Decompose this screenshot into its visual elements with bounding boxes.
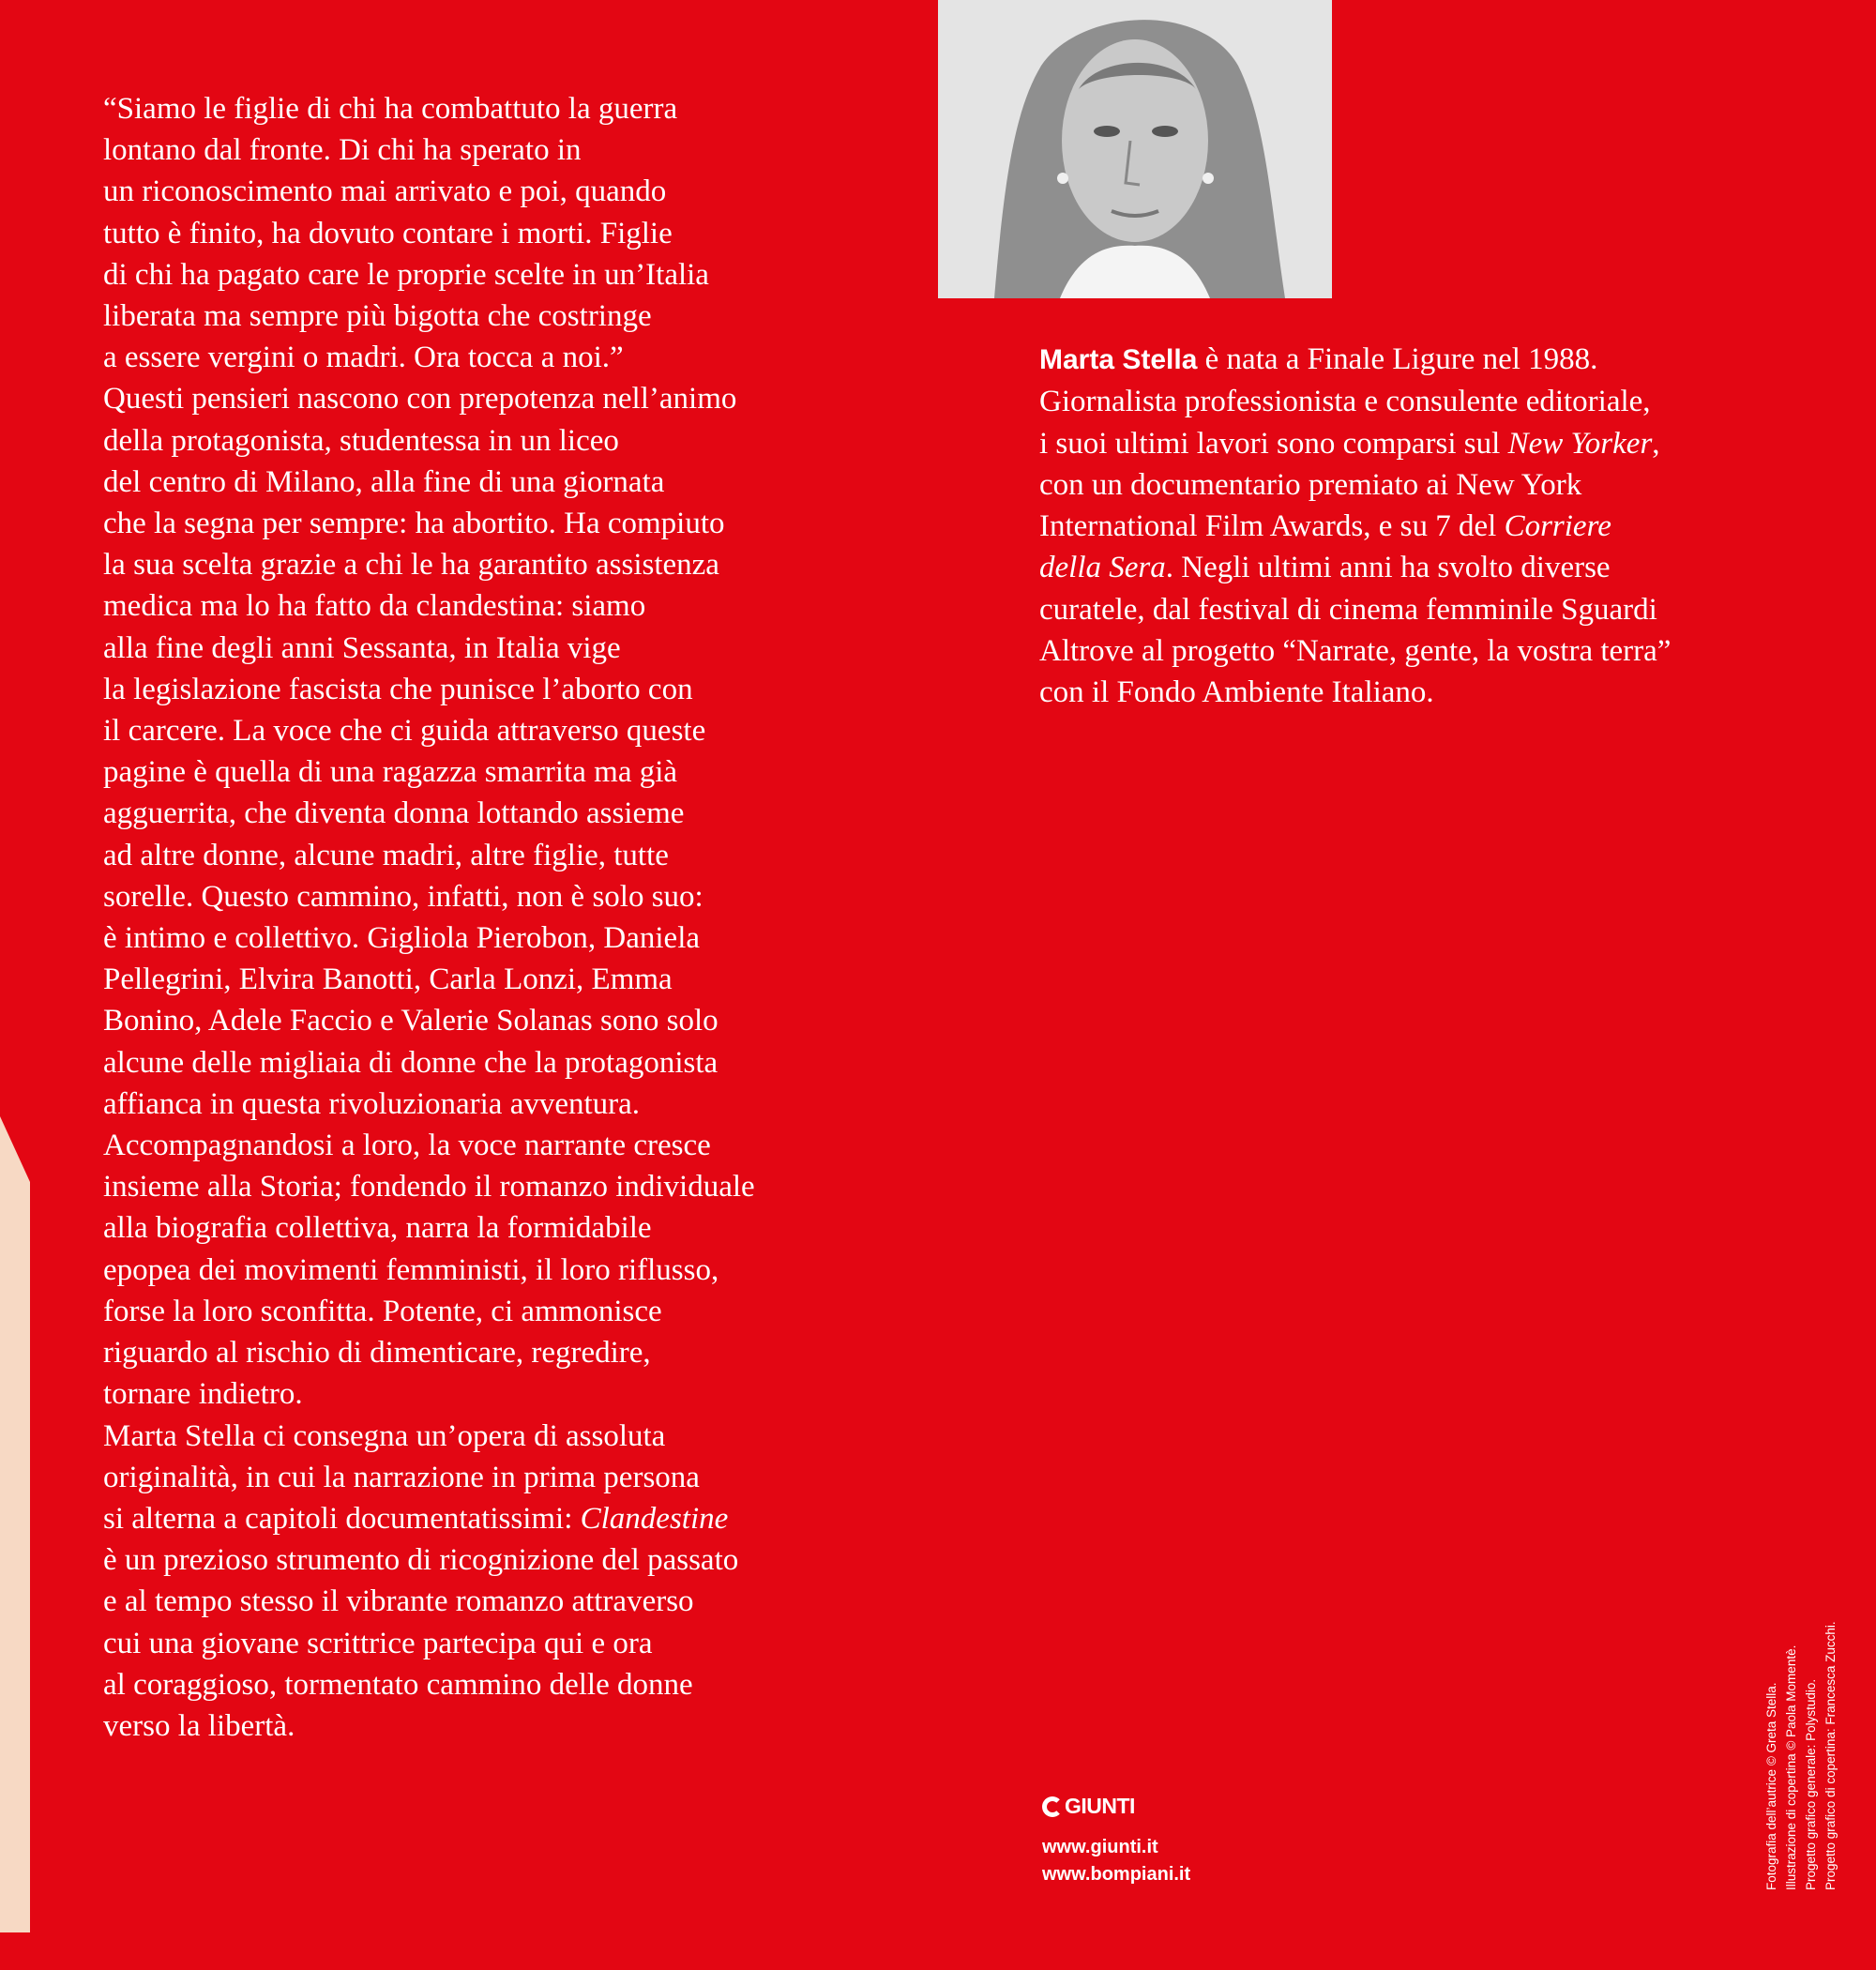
blurb-line: la sua scelta grazie a chi le ha garantito assistenza <box>103 548 719 583</box>
blurb-line: un riconoscimento mai arrivato e poi, quando <box>103 174 667 209</box>
bio-line: i suoi ultimi lavori sono comparsi sul New Yorker, <box>1039 426 1660 461</box>
bio-line: Marta Stella è nata a Finale Ligure nel 1988. <box>1039 342 1598 376</box>
giunti-logo-icon <box>1042 1796 1063 1817</box>
author-photo <box>938 0 1332 298</box>
blurb-line: la legislazione fascista che punisce l’aborto con <box>103 672 693 706</box>
blurb-line: ad altre donne, alcune madri, altre figlie, tutte <box>103 838 669 872</box>
blurb-line: insieme alla Storia; fondendo il romanzo individuale <box>103 1170 755 1205</box>
bio-line: curatele, dal festival di cinema femminile Sguardi <box>1039 592 1657 627</box>
bio-line: della Sera. Negli ultimi anni ha svolto diverse <box>1039 551 1611 585</box>
blurb-line: verso la libertà. <box>103 1708 295 1743</box>
blurb-line: della protagonista, studentessa in un liceo <box>103 423 619 458</box>
blurb-line: alcune delle migliaia di donne che la protagonista <box>103 1045 719 1080</box>
blurb-line: forse la loro sconfitta. Potente, ci ammonisce <box>103 1294 662 1328</box>
blurb-line: liberata ma sempre più bigotta che costringe <box>103 299 652 334</box>
bio-line: Giornalista professionista e consulente editoriale, <box>1039 385 1651 419</box>
credit-line: Illustrazione di copertina © Paola Momentè. <box>1784 1644 1798 1890</box>
bio-line: con un documentario premiato ai New York <box>1039 467 1582 502</box>
blurb-line: lontano dal fronte. Di chi ha sperato in <box>103 133 582 168</box>
blurb-line: è un prezioso strumento di ricognizione del passato <box>103 1543 739 1578</box>
blurb-line: Marta Stella ci consegna un’opera di assoluta <box>103 1418 666 1453</box>
link-giunti[interactable]: www.giunti.it <box>1042 1837 1158 1857</box>
publisher-block <box>1042 1794 1190 1888</box>
blurb-line: tutto è finito, ha dovuto contare i morti. Figlie <box>103 216 673 250</box>
blurb-line: riguardo al rischio di dimenticare, regredire, <box>103 1336 651 1371</box>
blurb-line: alla biografia collettiva, narra la formidabile <box>103 1211 652 1246</box>
bio-line: Altrove al progetto “Narrate, gente, la vostra terra” <box>1039 634 1672 669</box>
blurb-line: tornare indietro. <box>103 1377 303 1412</box>
credit-line: Fotografia dell’autrice © Greta Stella. <box>1764 1682 1778 1890</box>
blurb-line: Bonino, Adele Faccio e Valerie Solanas sono solo <box>103 1004 719 1038</box>
blurb-line: medica ma lo ha fatto da clandestina: siamo <box>103 589 646 624</box>
book-flap-edge <box>0 1116 30 1932</box>
blurb-line: del centro di Milano, alla fine di una giornata <box>103 464 665 499</box>
credit-line: Progetto grafico di copertina: Francesca Zucchi. <box>1823 1621 1838 1890</box>
blurb-line: a essere vergini o madri. Ora tocca a noi.” <box>103 341 624 375</box>
blurb-line: al coraggioso, tormentato cammino delle donne <box>103 1667 693 1702</box>
blurb-line: affianca in questa rivoluzionaria avventura. <box>103 1086 641 1121</box>
blurb-line: che la segna per sempre: ha abortito. Ha compiuto <box>103 507 725 541</box>
blurb-line: è intimo e collettivo. Gigliola Pierobon, Daniela <box>103 921 701 956</box>
giunti-logo: GIUNTI <box>1042 1794 1190 1819</box>
image-credits <box>1762 1621 1840 1890</box>
back-cover-blurb <box>103 88 854 1747</box>
blurb-line: Questi pensieri nascono con prepotenza nell’animo <box>103 382 737 417</box>
credit-line: Progetto grafico generale: Polystudio. <box>1804 1678 1818 1890</box>
blurb-line: sorelle. Questo cammino, infatti, non è solo suo: <box>103 879 704 914</box>
blurb-line: cui una giovane scrittrice partecipa qui e ora <box>103 1626 653 1660</box>
link-bompiani[interactable]: www.bompiani.it <box>1042 1864 1191 1885</box>
author-bio <box>1039 339 1808 714</box>
blurb-line: e al tempo stesso il vibrante romanzo attraverso <box>103 1584 694 1619</box>
blurb-line: il carcere. La voce che ci guida attraverso queste <box>103 714 706 749</box>
blurb-line: si alterna a capitoli documentatissimi: Clandestine <box>103 1501 729 1536</box>
blurb-line: Accompagnandosi a loro, la voce narrante cresce <box>103 1129 711 1163</box>
blurb-line: di chi ha pagato care le proprie scelte in un’Italia <box>103 257 709 292</box>
blurb-line: Pellegrini, Elvira Banotti, Carla Lonzi, Emma <box>103 962 673 997</box>
book-title: Clandestine <box>580 1501 729 1536</box>
blurb-line: alla fine degli anni Sessanta, in Italia vige <box>103 630 621 665</box>
blurb-line: originalità, in cui la narrazione in prima persona <box>103 1460 700 1494</box>
blurb-line: epopea dei movimenti femministi, il loro riflusso, <box>103 1252 719 1287</box>
bio-line: International Film Awards, e su 7 del Corriere <box>1039 509 1611 544</box>
bio-line: con il Fondo Ambiente Italiano. <box>1039 675 1434 710</box>
blurb-line: “Siamo le figlie di chi ha combattuto la guerra <box>103 92 678 126</box>
blurb-line: pagine è quella di una ragazza smarrita ma già <box>103 755 678 790</box>
blurb-line: agguerrita, che diventa donna lottando assieme <box>103 796 685 831</box>
author-name: Marta Stella <box>1039 344 1198 375</box>
